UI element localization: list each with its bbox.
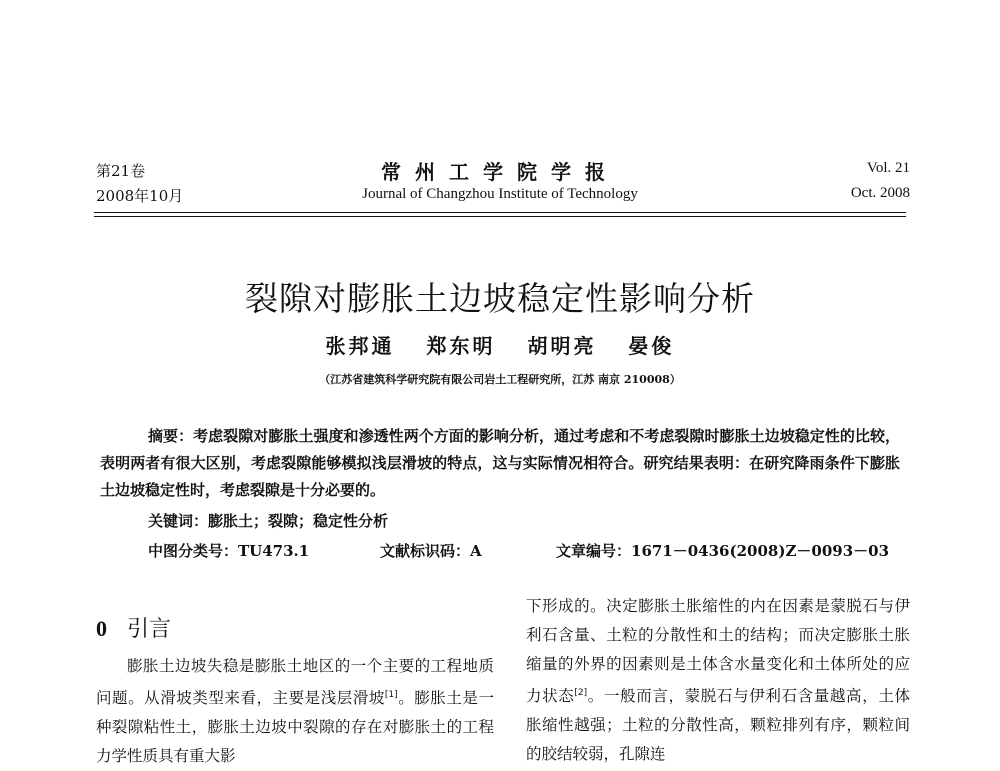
citation: [1] [384,690,398,700]
header-rule-top [94,212,906,213]
clc-number: 中图分类号：TU473.1 [148,542,310,560]
volume-label: 第21卷 [96,162,146,180]
affiliation: （江苏省建筑科学研究院有限公司岩土工程研究所，江苏 南京 210008） [319,373,681,386]
section-title: 引言 [127,617,172,642]
journal-title-cn: 常州工学院学报 [381,160,619,184]
paragraph-text: 。膨胀土是一种裂隙粘性土，膨胀土边坡中裂隙的存在对膨胀土的工程力学性质具有重大影 [96,689,494,766]
journal-title-en: Journal of Changzhou Institute of Technology [362,186,638,202]
document-code: 文献标识码：A [380,542,482,560]
paragraph-text: 。一般而言，蒙脱石与伊利石含量越高，土体胀缩性越强；土粒的分散性高，颗粒排列有序，颗粒间的胶结较弱，孔隙连 [526,687,910,764]
volume-label-en: Vol. 21 [866,160,910,176]
paragraph-text: 下形成的。决定膨胀土胀缩性的内在因素是蒙脱石与伊利石含量、土粒的分散性和土的结构；而决定膨胀土胀缩量的外界的因素则是土体含水量变化和土体所处的应力状态 [526,597,910,706]
keywords: 关键词：膨胀土；裂隙；稳定性分析 [148,512,389,530]
issue-date-en: Oct. 2008 [850,185,910,201]
article-title: 裂隙对膨胀土边坡稳定性影响分析 [245,279,755,318]
abstract: 摘要：考虑裂隙对膨胀土强度和渗透性两个方面的影响分析，通过考虑和不考虑裂隙时膨胀土边坡稳定性的比较，表明两者有很大区别，考虑裂隙能够模拟浅层滑坡的特点，这与实际情况相符合。研究结果表明：在研究降雨条件下膨胀土边坡稳定性时，考虑裂隙是十分必要的。 [100,427,900,499]
citation: [2] [574,688,588,698]
right-column-paragraph [526,592,910,769]
section-heading [96,612,171,643]
left-column-paragraph [96,652,494,771]
issue-date: 2008年10月 [96,187,184,205]
paragraph-text: 膨胀土边坡失稳是膨胀土地区的一个主要的工程地质问题。从滑坡类型来看，主要是浅层滑坡 [96,657,494,708]
article-number: 文章编号：1671－0436(2008)Z－0093－03 [556,542,890,560]
header-rule-bottom [94,216,906,217]
author-list: 张邦通 郑东明 胡明亮 晏俊 [325,334,675,358]
section-number: 0 [96,616,107,641]
